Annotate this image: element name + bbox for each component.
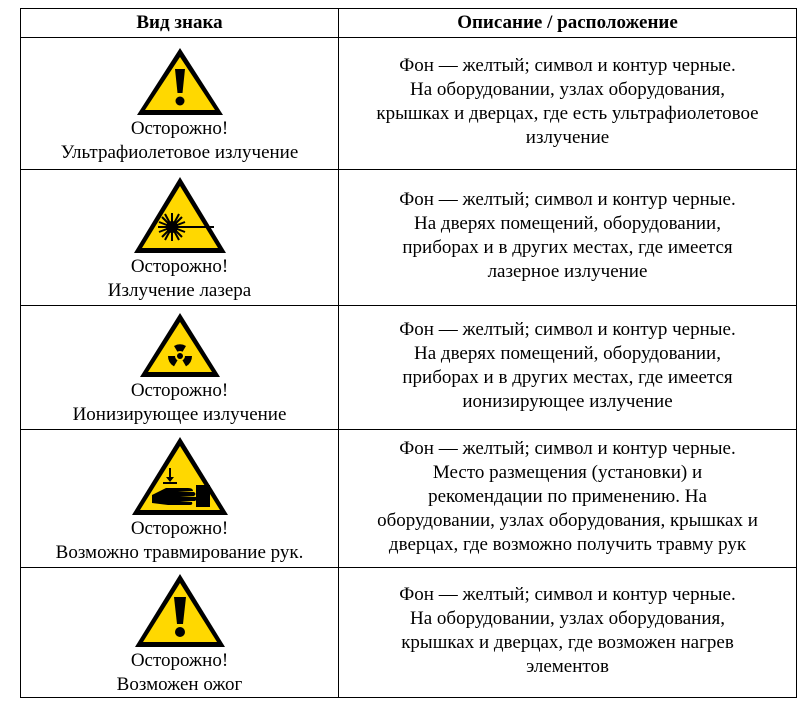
description-line: На оборудовании, узлах оборудования, <box>410 78 725 100</box>
description-line: рекомендации по применению. На <box>428 485 707 507</box>
description-line: приборах и в других местах, где имеется <box>402 366 733 388</box>
sign-caption-line1: Осторожно! <box>130 117 229 139</box>
description-line: крышках и дверцах, где возможен нагрев <box>401 631 734 653</box>
table-row <box>21 568 797 698</box>
table-row <box>21 38 797 170</box>
exclamation-warning-icon <box>132 571 228 649</box>
sign-cell <box>21 430 339 568</box>
table-row <box>21 430 797 568</box>
table-row <box>21 170 797 306</box>
sign-cell <box>21 170 339 306</box>
sign-caption-line1: Осторожно! <box>130 649 229 671</box>
exclamation-warning-icon <box>134 45 226 117</box>
sign-caption-line2: Возможен ожог <box>116 673 243 695</box>
description-line: На дверях помещений, оборудовании, <box>414 212 721 234</box>
sign-cell <box>21 38 339 170</box>
header-sign-type: Вид знака <box>21 9 339 38</box>
description-line: элементов <box>526 655 609 677</box>
description-cell <box>339 38 797 170</box>
header-description: Описание / расположение <box>339 9 797 38</box>
sign-caption-line2: Ультрафиолетовое излучение <box>60 141 299 163</box>
description-line: дверцах, где возможно получить травму рук <box>388 533 747 555</box>
description-line: На оборудовании, узлах оборудования, <box>410 607 725 629</box>
sign-caption-line1: Осторожно! <box>130 379 229 401</box>
sign-caption-line1: Осторожно! <box>130 517 229 539</box>
sign-caption-line1: Осторожно! <box>130 255 229 277</box>
table-row <box>21 306 797 430</box>
description-line: излучение <box>525 126 610 148</box>
description-line: Место размещения (установки) и <box>432 461 703 483</box>
sign-caption-line2: Возможно травмирование рук. <box>55 541 304 563</box>
sign-caption-line2: Излучение лазера <box>107 279 252 301</box>
description-line: оборудовании, узлах оборудования, крышках и <box>377 509 758 531</box>
description-line: крышках и дверцах, где есть ультрафиолетовое <box>376 102 759 124</box>
description-line: Фон — желтый; символ и контур черные. <box>399 437 736 459</box>
description-cell <box>339 430 797 568</box>
description-line: ионизирующее излучение <box>462 390 673 412</box>
description-line: приборах и в других местах, где имеется <box>402 236 733 258</box>
description-line: На дверях помещений, оборудовании, <box>414 342 721 364</box>
table-header-row <box>21 9 797 38</box>
description-cell <box>339 306 797 430</box>
description-line: Фон — желтый; символ и контур черные. <box>399 54 736 76</box>
description-line: Фон — желтый; символ и контур черные. <box>399 318 736 340</box>
sign-caption-line2: Ионизирующее излучение <box>72 403 287 425</box>
sign-cell <box>21 306 339 430</box>
signs-table <box>20 8 797 698</box>
description-line: лазерное излучение <box>487 260 648 282</box>
description-line: Фон — желтый; символ и контур черные. <box>399 188 736 210</box>
description-cell <box>339 568 797 698</box>
sign-cell <box>21 568 339 698</box>
radiation-warning-icon <box>138 311 222 379</box>
description-line: Фон — желтый; символ и контур черные. <box>399 583 736 605</box>
hand-crush-warning-icon <box>130 435 230 517</box>
description-cell <box>339 170 797 306</box>
laser-warning-icon <box>132 175 228 255</box>
